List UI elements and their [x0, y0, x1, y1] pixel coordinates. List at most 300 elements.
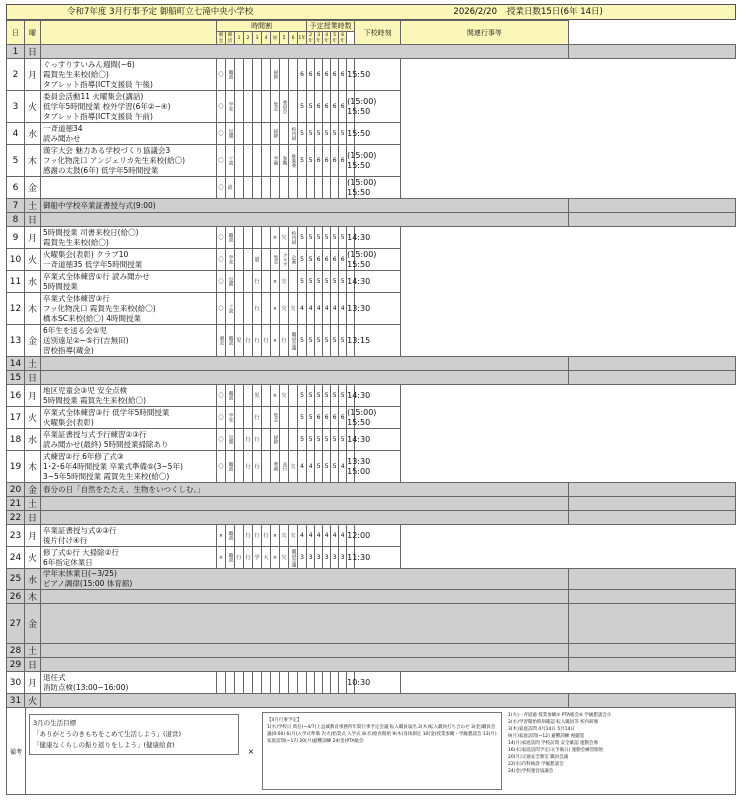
- timetable-cell: [253, 672, 262, 694]
- timetable-cell: [289, 91, 298, 123]
- event-text: [41, 357, 569, 371]
- planned-hours: 4: [298, 525, 307, 547]
- subheader-cell: 1年: [298, 32, 307, 45]
- timetable-cell: 推進委: [289, 145, 298, 177]
- day-number: 19: [7, 451, 25, 483]
- planned-hours: 6: [339, 59, 347, 91]
- event-text: 卒業証書授与式予行練習②③行 読み聞かせ(最終) 5時間授業掃除あり: [41, 429, 217, 451]
- planned-hours: 5: [331, 227, 339, 249]
- related-events: [568, 371, 735, 385]
- timetable-cell: [262, 249, 271, 271]
- timetable-cell: ×: [271, 227, 280, 249]
- event-text: [41, 694, 569, 708]
- day-row: [7, 45, 736, 59]
- planned-hours: 5: [298, 91, 307, 123]
- weekday: 日: [25, 511, 41, 525]
- timetable-cell: [262, 451, 271, 483]
- day-row: [7, 569, 736, 590]
- timetable-cell: [235, 249, 244, 271]
- timetable-cell: [253, 59, 262, 91]
- planned-hours: 4: [339, 293, 347, 325]
- right-notes: 1(火)一斉道徳 授業参観⑤ PTA総会⑥ 学級懇談会⑦ 2(水)学習開始時刻確認 転入職員等 校内研修 3(木)家庭訪問 4月14日 5月14日 9(月)家庭訪問(~12) 避難訓練 視聴覚 14(月)家庭訪問 学校訪問 安全確認 運動会係 16(水)家庭訪問予定日(予備日) 運動会練習開始 20(月)交通安全教室 職員会議 22(水)内科検診 学級懇談会 24(金)学校運営協議会: [508, 713, 611, 774]
- timetable-cell: 道: [253, 249, 262, 271]
- event-text: [41, 604, 569, 644]
- day-number: 1: [7, 45, 25, 59]
- planned-hours: 5: [339, 123, 347, 145]
- planned-hours: 4: [323, 293, 331, 325]
- timetable-cell: 〇: [217, 177, 226, 199]
- weekday: 金: [25, 483, 41, 497]
- timetable-cell: [235, 385, 244, 407]
- day-row: [7, 644, 736, 658]
- dismissal-time: 14:30: [347, 385, 355, 407]
- planned-hours: 5: [298, 271, 307, 293]
- planned-hours: 5: [307, 145, 315, 177]
- timetable-cell: [280, 672, 289, 694]
- day-number: 5: [7, 145, 25, 177]
- timetable-cell: 学: [253, 547, 262, 569]
- day-row: [7, 385, 736, 407]
- timetable-cell: 職読: [226, 227, 235, 249]
- related-events: [568, 694, 735, 708]
- timetable-cell: 行: [244, 325, 253, 357]
- planned-hours: 6: [331, 249, 339, 271]
- planned-hours: 6: [331, 59, 339, 91]
- planned-hours: 5: [298, 325, 307, 357]
- footer-notes: [6, 708, 736, 795]
- planned-hours: 6: [307, 59, 315, 91]
- planned-hours: 5: [315, 429, 323, 451]
- event-text: 退任式 消防点検(13:00~16:00): [41, 672, 217, 694]
- planned-hours: 3: [315, 547, 323, 569]
- header-events-left: [41, 21, 217, 45]
- timetable-cell: 児: [235, 325, 244, 357]
- weekday: 水: [25, 123, 41, 145]
- timetable-cell: 〇: [217, 271, 226, 293]
- timetable-cell: 行: [253, 451, 262, 483]
- planned-hours: [315, 672, 323, 694]
- title-bar: [6, 4, 736, 20]
- day-number: 24: [7, 547, 25, 569]
- weekday: 火: [25, 91, 41, 123]
- planned-hours: 4: [298, 293, 307, 325]
- day-row: [7, 694, 736, 708]
- event-text: [41, 45, 569, 59]
- planned-hours: 6: [331, 407, 339, 429]
- timetable-cell: [262, 123, 271, 145]
- header-dismissal: 下校時刻: [355, 21, 401, 45]
- header-events: 関連行事等: [401, 21, 568, 45]
- planned-hours: 6: [323, 59, 331, 91]
- timetable-cell: [262, 385, 271, 407]
- planned-hours: 5: [339, 385, 347, 407]
- timetable-cell: [262, 429, 271, 451]
- timetable-cell: 学充: [226, 249, 235, 271]
- planned-hours: [298, 177, 307, 199]
- subheader-cell: 4: [262, 32, 271, 45]
- timetable-cell: [244, 91, 253, 123]
- weekday: 土: [25, 199, 41, 213]
- timetable-cell: [289, 672, 298, 694]
- day-row: [7, 199, 736, 213]
- timetable-cell: ×: [271, 525, 280, 547]
- subheader-cell: 4年: [324, 32, 329, 44]
- timetable-cell: [262, 145, 271, 177]
- planned-hours: 5: [339, 429, 347, 451]
- planned-hours: 5: [315, 271, 323, 293]
- dismissal-time: 15:50: [347, 123, 355, 145]
- timetable-cell: [244, 177, 253, 199]
- event-text: 卒業式全体練習③行 フッ化物洗口 霞賀先生来校(給〇) 橋本SC来校(給〇) 4時間授業: [41, 293, 217, 325]
- footer-mark: ×: [247, 746, 255, 756]
- day-number: 29: [7, 658, 25, 672]
- dismissal-time: 14:30: [347, 271, 355, 293]
- day-number: 9: [7, 227, 25, 249]
- planned-hours: [307, 177, 315, 199]
- planned-hours: 6: [339, 407, 347, 429]
- timetable-cell: [244, 145, 253, 177]
- event-text: 一斉道徳34 読み聞かせ: [41, 123, 217, 145]
- day-number: 28: [7, 644, 25, 658]
- related-events: [568, 483, 735, 497]
- planned-hours: 5: [315, 451, 323, 483]
- related-events: [568, 604, 735, 644]
- weekday: 日: [25, 213, 41, 227]
- timetable-cell: [244, 407, 253, 429]
- subheader-cell: 5年: [332, 32, 337, 44]
- day-number: 22: [7, 511, 25, 525]
- day-row: [7, 59, 736, 91]
- day-number: 12: [7, 293, 25, 325]
- day-row: [7, 271, 736, 293]
- planned-hours: 4: [331, 293, 339, 325]
- planned-hours: 5: [298, 249, 307, 271]
- planned-hours: 5: [315, 325, 323, 357]
- planned-hours: 5: [315, 227, 323, 249]
- planned-hours: 6: [315, 249, 323, 271]
- timetable-cell: [262, 59, 271, 91]
- timetable-cell: 〇: [217, 227, 226, 249]
- planned-hours: 5: [315, 385, 323, 407]
- event-text: 卒業証書授与式②③行 後片付け④行: [41, 525, 217, 547]
- timetable-cell: [289, 385, 298, 407]
- planned-hours: 5: [298, 227, 307, 249]
- weekday: 水: [25, 271, 41, 293]
- planned-hours: 4: [331, 525, 339, 547]
- timetable-cell: [235, 293, 244, 325]
- planned-hours: [323, 177, 331, 199]
- timetable-cell: [289, 429, 298, 451]
- life-goal-1: 「ありがとうのきもちをこめて生活しよう」(道営): [33, 730, 182, 738]
- timetable-cell: [235, 123, 244, 145]
- weekday: 日: [25, 371, 41, 385]
- day-row: [7, 177, 736, 199]
- planned-hours: 6: [315, 407, 323, 429]
- weekday: 日: [25, 45, 41, 59]
- event-text: [41, 511, 569, 525]
- event-text: [41, 590, 569, 604]
- dismissal-time: 14:30: [347, 429, 355, 451]
- timetable-cell: 欠: [280, 293, 289, 325]
- day-row: [7, 511, 736, 525]
- timetable-cell: 職読: [226, 59, 235, 91]
- planned-hours: 5: [307, 123, 315, 145]
- timetable-cell: 行: [253, 293, 262, 325]
- day-number: 26: [7, 590, 25, 604]
- planned-hours: 4: [323, 525, 331, 547]
- planned-hours: 5: [298, 429, 307, 451]
- planned-hours: [315, 177, 323, 199]
- day-number: 18: [7, 429, 25, 451]
- weekday: 火: [25, 249, 41, 271]
- header-row: [7, 21, 736, 32]
- timetable-cell: [235, 91, 244, 123]
- subheader-cell: 昼: [271, 32, 280, 45]
- planned-hours: [331, 672, 339, 694]
- header-timetable: 時間割: [217, 21, 307, 32]
- day-row: [7, 123, 736, 145]
- timetable-cell: 行: [244, 525, 253, 547]
- timetable-cell: 行: [244, 429, 253, 451]
- timetable-cell: 参観: [280, 145, 289, 177]
- timetable-cell: 欠: [289, 293, 298, 325]
- day-row: [7, 293, 736, 325]
- planned-hours: 6: [323, 249, 331, 271]
- subheader-cell: 6年: [340, 32, 345, 44]
- timetable-cell: 欠: [289, 525, 298, 547]
- timetable-cell: [271, 672, 280, 694]
- timetable-cell: 〇: [217, 451, 226, 483]
- event-text: 御船中学校卒業証書授与式(9:00): [41, 199, 569, 213]
- timetable-cell: [244, 385, 253, 407]
- timetable-cell: 〇: [217, 385, 226, 407]
- timetable-cell: [289, 59, 298, 91]
- event-text: 修了式①行 大掃除②行 6年指定休業日: [41, 547, 217, 569]
- timetable-cell: [244, 271, 253, 293]
- timetable-cell: [244, 59, 253, 91]
- timetable-cell: [235, 672, 244, 694]
- timetable-cell: 読: [226, 177, 235, 199]
- dismissal-time: (15:00) 15:50: [347, 91, 355, 123]
- day-number: 25: [7, 569, 25, 590]
- dismissal-time: 13:15: [347, 325, 355, 357]
- planned-hours: 5: [331, 385, 339, 407]
- timetable-cell: [262, 271, 271, 293]
- timetable-cell: [244, 672, 253, 694]
- timetable-cell: 学級: [271, 145, 280, 177]
- april-notes: [262, 712, 502, 790]
- planned-hours: 5: [339, 271, 347, 293]
- timetable-cell: 見聞: [226, 271, 235, 293]
- timetable-cell: ×: [271, 547, 280, 569]
- subheader-cell: 1: [235, 32, 244, 45]
- event-text: 卒業式全体練習①行 読み聞かせ 5時間授業: [41, 271, 217, 293]
- timetable-cell: 見聞: [226, 429, 235, 451]
- weekday: 火: [25, 694, 41, 708]
- timetable-cell: [235, 227, 244, 249]
- day-number: 31: [7, 694, 25, 708]
- weekday: 木: [25, 590, 41, 604]
- day-row: [7, 227, 736, 249]
- planned-hours: 6: [339, 145, 347, 177]
- day-row: [7, 525, 736, 547]
- weekday: 木: [25, 293, 41, 325]
- weekday: 月: [25, 525, 41, 547]
- planned-hours: 6: [331, 91, 339, 123]
- timetable-cell: 校内研: [289, 123, 298, 145]
- planned-hours: 6: [331, 145, 339, 177]
- timetable-cell: [253, 91, 262, 123]
- timetable-cell: 企画: [289, 249, 298, 271]
- timetable-cell: 学充: [226, 407, 235, 429]
- planned-hours: 4: [307, 451, 315, 483]
- timetable-cell: [262, 91, 271, 123]
- planned-hours: 5: [298, 385, 307, 407]
- event-text: 6年生を送る会①児 送別遠足②~⑤行(吉無田) 習校指導(蔵金): [41, 325, 217, 357]
- timetable-cell: 集会: [271, 407, 280, 429]
- day-number: 13: [7, 325, 25, 357]
- planned-hours: 5: [323, 123, 331, 145]
- weekday: 月: [25, 59, 41, 91]
- subheader-cell: 3: [253, 32, 262, 45]
- planned-hours: [298, 672, 307, 694]
- event-text: 春分の日「自然をたたえ、生物をいつくしむ。」: [41, 483, 569, 497]
- event-text: 漢字大会 魅力ある学校づくり協議会3 フッ化物洗口 アンジェリカ先生来校(給〇) 感謝の太鼓(6年) 低学年5時間授業: [41, 145, 217, 177]
- subheader-cell: 朝会: [217, 32, 226, 45]
- planned-hours: 4: [298, 451, 307, 483]
- planned-hours: 5: [323, 271, 331, 293]
- timetable-cell: [226, 672, 235, 694]
- planned-hours: [323, 672, 331, 694]
- timetable-cell: 行: [253, 407, 262, 429]
- timetable-cell: 行: [235, 547, 244, 569]
- day-number: 11: [7, 271, 25, 293]
- day-number: 4: [7, 123, 25, 145]
- timetable-cell: 職読: [226, 325, 235, 357]
- header-weekday: 曜: [25, 21, 41, 45]
- day-row: [7, 483, 736, 497]
- weekday: 月: [25, 672, 41, 694]
- dismissal-time: 15:50: [347, 59, 355, 91]
- planned-hours: [339, 177, 347, 199]
- day-number: 3: [7, 91, 25, 123]
- timetable-cell: 〇: [217, 59, 226, 91]
- header-day: 日: [7, 21, 25, 45]
- dismissal-time: 12:00: [347, 525, 355, 547]
- planned-hours: 4: [315, 293, 323, 325]
- weekday: 金: [25, 604, 41, 644]
- planned-hours: 4: [307, 525, 315, 547]
- day-number: 14: [7, 357, 25, 371]
- timetable-cell: 職読: [226, 547, 235, 569]
- timetable-cell: フ読: [226, 293, 235, 325]
- planned-hours: 4: [339, 525, 347, 547]
- timetable-cell: 集会: [271, 91, 280, 123]
- planned-hours: [331, 177, 339, 199]
- timetable-cell: [280, 59, 289, 91]
- day-number: 2: [7, 59, 25, 91]
- timetable-cell: [253, 123, 262, 145]
- life-goal-2: 「健康なくらしの振り返りをしよう」(健康給食): [33, 741, 175, 749]
- planned-hours: 5: [331, 271, 339, 293]
- day-number: 20: [7, 483, 25, 497]
- timetable-cell: ×: [271, 293, 280, 325]
- related-events: [568, 658, 735, 672]
- timetable-cell: 〇: [217, 407, 226, 429]
- weekday: 金: [25, 177, 41, 199]
- timetable-cell: [262, 177, 271, 199]
- planned-hours: 3: [339, 547, 347, 569]
- planned-hours: [339, 672, 347, 694]
- planned-hours: 5: [323, 325, 331, 357]
- timetable-cell: [244, 293, 253, 325]
- planned-hours: 5: [331, 123, 339, 145]
- planned-hours: 5: [307, 429, 315, 451]
- dismissal-time: 14:30: [347, 227, 355, 249]
- timetable-cell: ×: [217, 525, 226, 547]
- timetable-cell: 学充: [226, 91, 235, 123]
- timetable-cell: [289, 407, 298, 429]
- timetable-cell: [262, 293, 271, 325]
- planned-hours: 5: [298, 145, 307, 177]
- related-events: [568, 199, 735, 213]
- day-row: [7, 497, 736, 511]
- event-text: 火曜集会(表彰) クラブ10 一斉道徳35 低学年5時間授業: [41, 249, 217, 271]
- timetable-cell: 大: [262, 547, 271, 569]
- planned-hours: 6: [339, 249, 347, 271]
- timetable-cell: 欠: [280, 271, 289, 293]
- timetable-cell: 集会: [271, 249, 280, 271]
- planned-hours: 6: [339, 91, 347, 123]
- timetable-cell: [262, 672, 271, 694]
- timetable-cell: [235, 59, 244, 91]
- timetable-cell: 掃除: [271, 59, 280, 91]
- timetable-cell: 職員会議: [289, 547, 298, 569]
- related-events: [568, 497, 735, 511]
- weekday: 火: [25, 407, 41, 429]
- april-notes-title: 【4月行事予定】: [267, 718, 302, 723]
- day-number: 7: [7, 199, 25, 213]
- weekday: 土: [25, 497, 41, 511]
- timetable-cell: 欠: [280, 525, 289, 547]
- timetable-cell: [289, 177, 298, 199]
- day-row: [7, 249, 736, 271]
- event-text: [41, 213, 569, 227]
- planned-hours: 5: [307, 385, 315, 407]
- timetable-cell: 行: [253, 525, 262, 547]
- timetable-cell: [235, 525, 244, 547]
- timetable-cell: [235, 177, 244, 199]
- planned-hours: 4: [307, 293, 315, 325]
- event-text: 卒業式全体練習③行 低学年5時間授業 火曜集会(表彰): [41, 407, 217, 429]
- event-text: 委員会活動11 火曜集会(講話) 低学年5時間授業 校外学習(6年②~④) タブレット指導(ICT支援員 午前): [41, 91, 217, 123]
- planned-hours: 5: [298, 407, 307, 429]
- timetable-cell: [235, 271, 244, 293]
- planned-hours: 5: [307, 227, 315, 249]
- timetable-cell: [217, 672, 226, 694]
- day-row: [7, 325, 736, 357]
- timetable-cell: [235, 145, 244, 177]
- subheader-cell: 2年: [308, 32, 313, 44]
- timetable-cell: クラブ: [280, 249, 289, 271]
- event-text: [41, 497, 569, 511]
- dismissal-time: (15:00) 15:50: [347, 407, 377, 427]
- page-title: 令和7年度 3月行事予定 御船町立七滝中央小学校: [67, 7, 254, 17]
- planned-hours: 5: [307, 325, 315, 357]
- timetable-cell: [262, 407, 271, 429]
- timetable-cell: 掃除: [271, 123, 280, 145]
- weekday: 土: [25, 357, 41, 371]
